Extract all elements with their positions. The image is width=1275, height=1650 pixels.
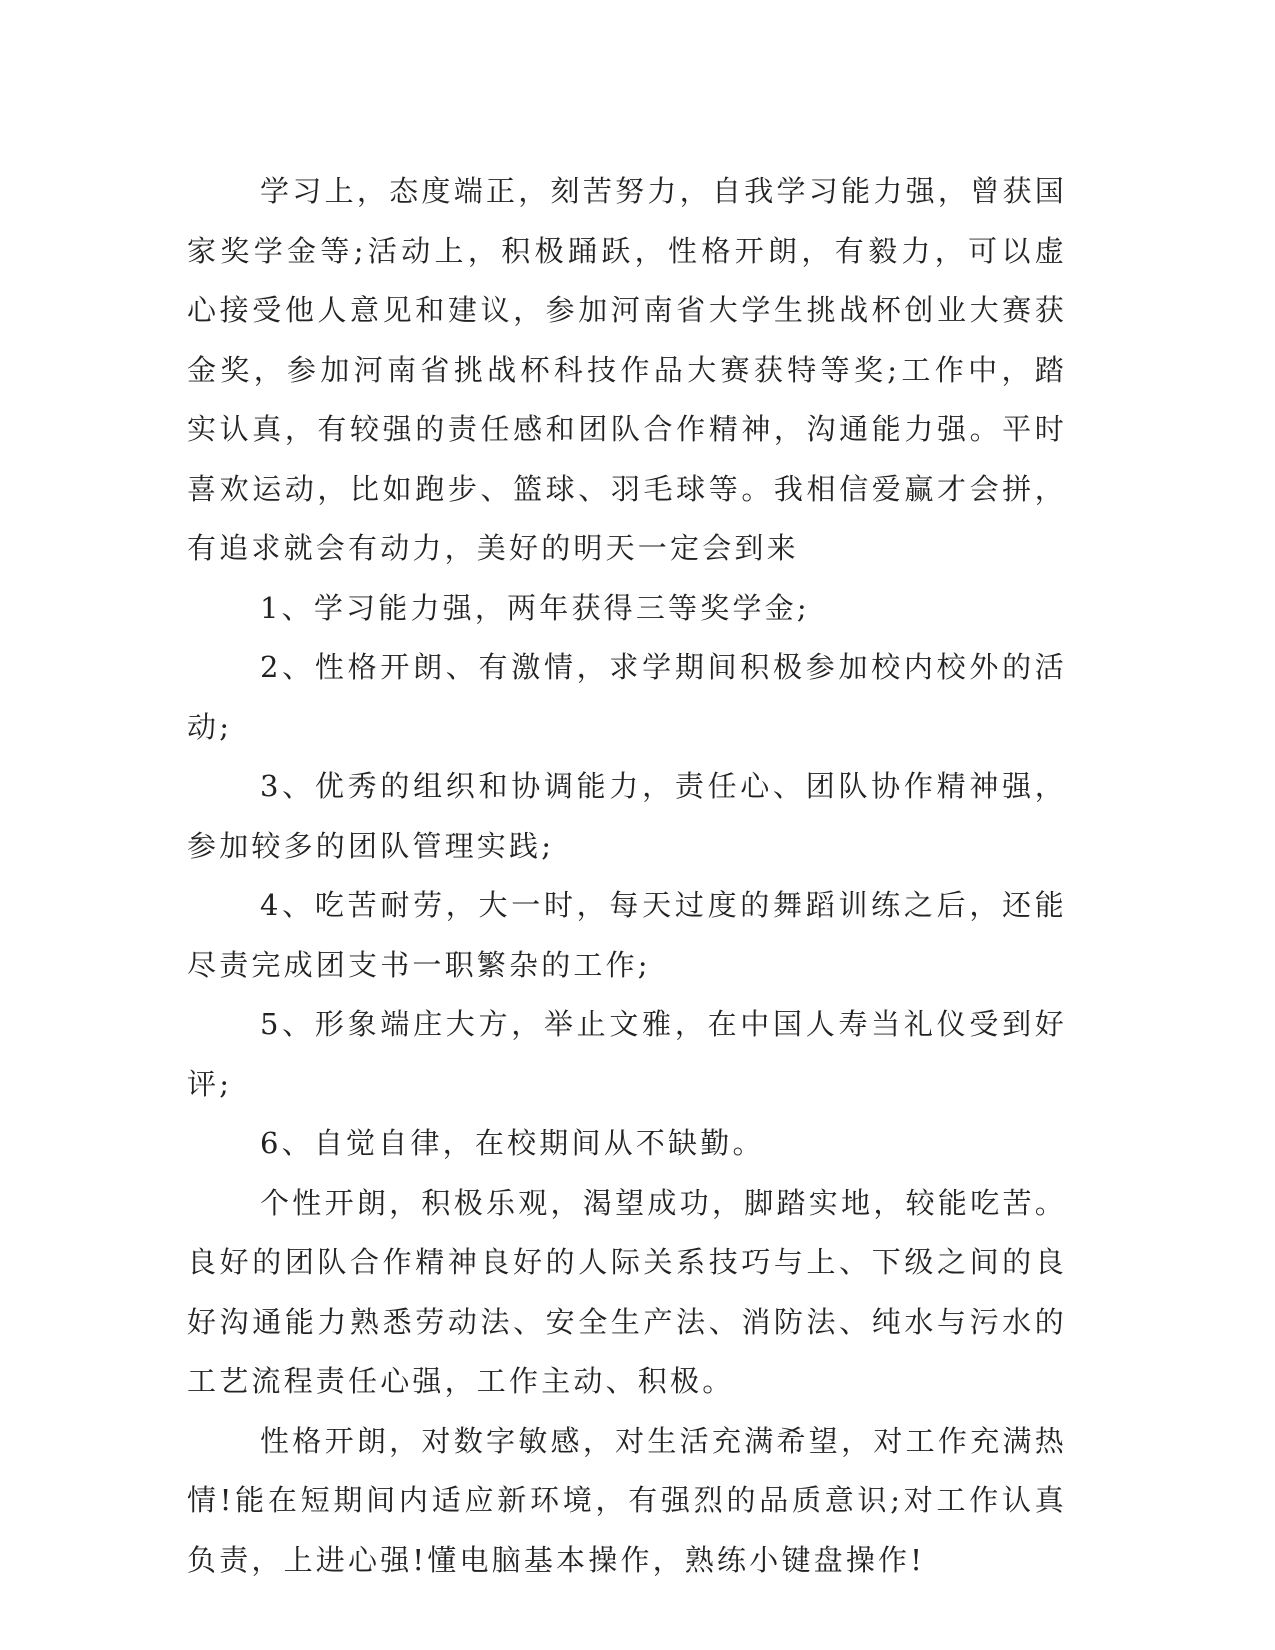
paragraph-skills: 性格开朗，对数字敏感，对生活充满希望，对工作充满热情!能在短期间内适应新环境，有强烈的品质意识;对工作认真负责，上进心强!懂电脑基本操作，熟练小键盘操作! bbox=[187, 1423, 1067, 1577]
document-body bbox=[187, 162, 1067, 1590]
list-item-2: 2、性格开朗、有激情，求学期间积极参加校内校外的活动; bbox=[187, 650, 1067, 744]
list-item-4: 4、吃苦耐劳，大一时，每天过度的舞蹈训练之后，还能尽责完成团支书一职繁杂的工作; bbox=[187, 888, 1067, 982]
paragraph-intro: 学习上，态度端正，刻苦努力，自我学习能力强，曾获国家奖学金等;活动上，积极踊跃，性格开朗，有毅力，可以虚心接受他人意见和建议，参加河南省大学生挑战杯创业大赛获金奖，参加河南省挑战杯科技作品大赛获特等奖;工作中，踏实认真，有较强的责任感和团队合作精神，沟通能力强。平时喜欢运动，比如跑步、篮球、羽毛球等。我相信爱赢才会拼，有追求就会有动力，美好的明天一定会到来 bbox=[187, 174, 1067, 565]
list-item-5: 5、形象端庄大方，举止文雅，在中国人寿当礼仪受到好评; bbox=[187, 1007, 1067, 1101]
paragraph-personality: 个性开朗，积极乐观，渴望成功，脚踏实地，较能吃苦。良好的团队合作精神良好的人际关系技巧与上、下级之间的良好沟通能力熟悉劳动法、安全生产法、消防法、纯水与污水的工艺流程责任心强，工作主动、积极。 bbox=[187, 1185, 1067, 1398]
list-item-3: 3、优秀的组织和协调能力，责任心、团队协作精神强，参加较多的团队管理实践; bbox=[187, 769, 1067, 863]
list-item-1: 1、学习能力强，两年获得三等奖学金; bbox=[260, 590, 810, 625]
list-item-6: 6、自觉自律，在校期间从不缺勤。 bbox=[260, 1126, 765, 1160]
